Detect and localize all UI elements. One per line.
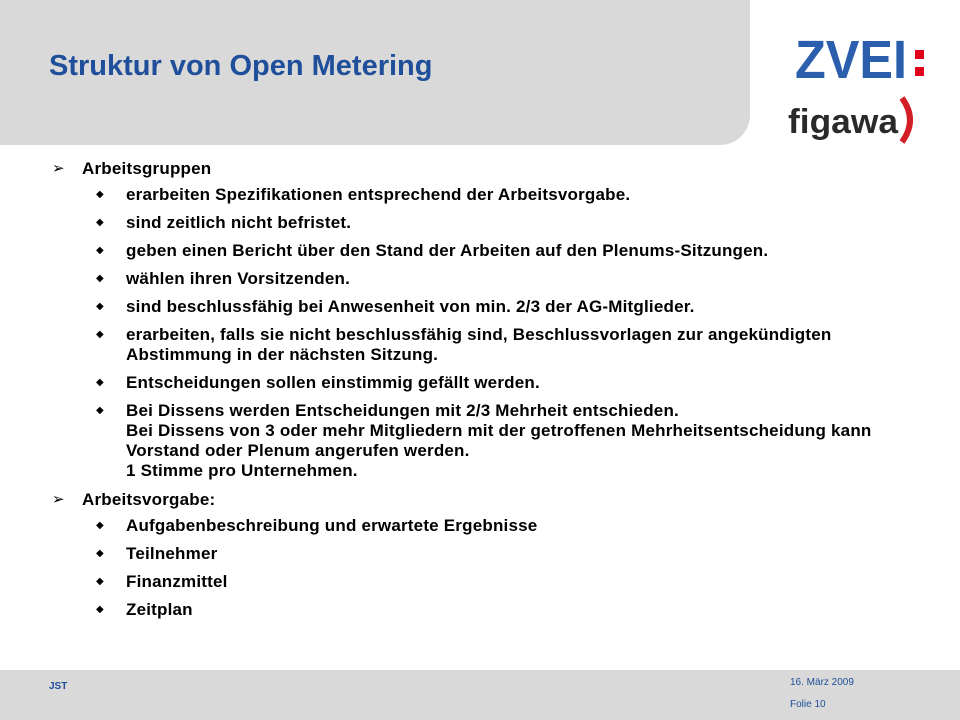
list-item (52, 269, 932, 289)
diamond-bullet-icon: ◆ (96, 217, 104, 228)
diamond-bullet-icon: ◆ (96, 329, 104, 340)
bullet-text: Aufgabenbeschreibung und erwartete Ergebnisse (126, 516, 538, 535)
diamond-bullet-icon: ◆ (96, 520, 104, 531)
list-item (52, 600, 932, 620)
bullet-text: Bei Dissens werden Entscheidungen mit 2/3 Mehrheit entschieden. Bei Dissens von 3 oder mehr Mitgliedern mit der getroffenen Mehrheitsentscheidung kann Vorstand oder Plenum angerufen werden. 1 Stimme pro Unternehmen. (126, 401, 872, 480)
figawa-logo (782, 88, 924, 152)
list-item (52, 325, 932, 365)
list-item (52, 213, 932, 233)
list-item (52, 373, 932, 393)
bullet-text: Teilnehmer (126, 544, 218, 563)
list-item (52, 185, 932, 205)
list-item (52, 241, 932, 261)
bullet-text: wählen ihren Vorsitzenden. (126, 269, 351, 288)
zvei-logo-dot-bottom (915, 67, 924, 76)
diamond-bullet-icon: ◆ (96, 273, 104, 284)
diamond-bullet-icon: ◆ (96, 405, 104, 416)
footer-date: 16. März 2009 (790, 677, 854, 688)
section-heading: Arbeitsvorgabe: (82, 490, 216, 509)
zvei-logo-dot-top (915, 50, 924, 59)
arrow-bullet-icon: ➢ (52, 160, 65, 177)
bullet-text: erarbeiten, falls sie nicht beschlussfähig sind, Beschlussvorlagen zur angekündigten Abstimmung in der nächsten Sitzung. (126, 325, 832, 364)
slide-title: Struktur von Open Metering (49, 50, 433, 82)
slide-content (52, 158, 932, 628)
bullet-text: Finanzmittel (126, 572, 228, 591)
section-heading: Arbeitsgruppen (82, 159, 212, 178)
section-arbeitsvorgabe (52, 489, 932, 620)
bullet-text: Zeitplan (126, 600, 193, 619)
list-item (52, 401, 932, 481)
diamond-bullet-icon: ◆ (96, 604, 104, 615)
bullet-list (52, 516, 932, 620)
list-item (52, 516, 932, 536)
zvei-logo (795, 30, 930, 88)
bullet-text: Entscheidungen sollen einstimmig gefällt werden. (126, 373, 540, 392)
section-arbeitsgruppen (52, 158, 932, 481)
section-heading-row (52, 489, 932, 510)
diamond-bullet-icon: ◆ (96, 377, 104, 388)
bullet-text: sind beschlussfähig bei Anwesenheit von min. 2/3 der AG-Mitglieder. (126, 297, 695, 316)
diamond-bullet-icon: ◆ (96, 301, 104, 312)
diamond-bullet-icon: ◆ (96, 576, 104, 587)
zvei-logo-text: ZVEI (795, 30, 907, 88)
diamond-bullet-icon: ◆ (96, 189, 104, 200)
footer-author: JST (49, 681, 68, 692)
diamond-bullet-icon: ◆ (96, 245, 104, 256)
arrow-bullet-icon: ➢ (52, 491, 65, 508)
bullet-list (52, 185, 932, 481)
section-heading-row (52, 158, 932, 179)
list-item (52, 572, 932, 592)
bullet-text: erarbeiten Spezifikationen entsprechend der Arbeitsvorgabe. (126, 185, 631, 204)
diamond-bullet-icon: ◆ (96, 548, 104, 559)
list-item (52, 297, 932, 317)
bullet-text: sind zeitlich nicht befristet. (126, 213, 352, 232)
slide-number: Folie 10 (790, 699, 826, 710)
figawa-logo-text: figawa (788, 103, 900, 141)
list-item (52, 544, 932, 564)
bullet-text: geben einen Bericht über den Stand der Arbeiten auf den Plenums-Sitzungen. (126, 241, 769, 260)
